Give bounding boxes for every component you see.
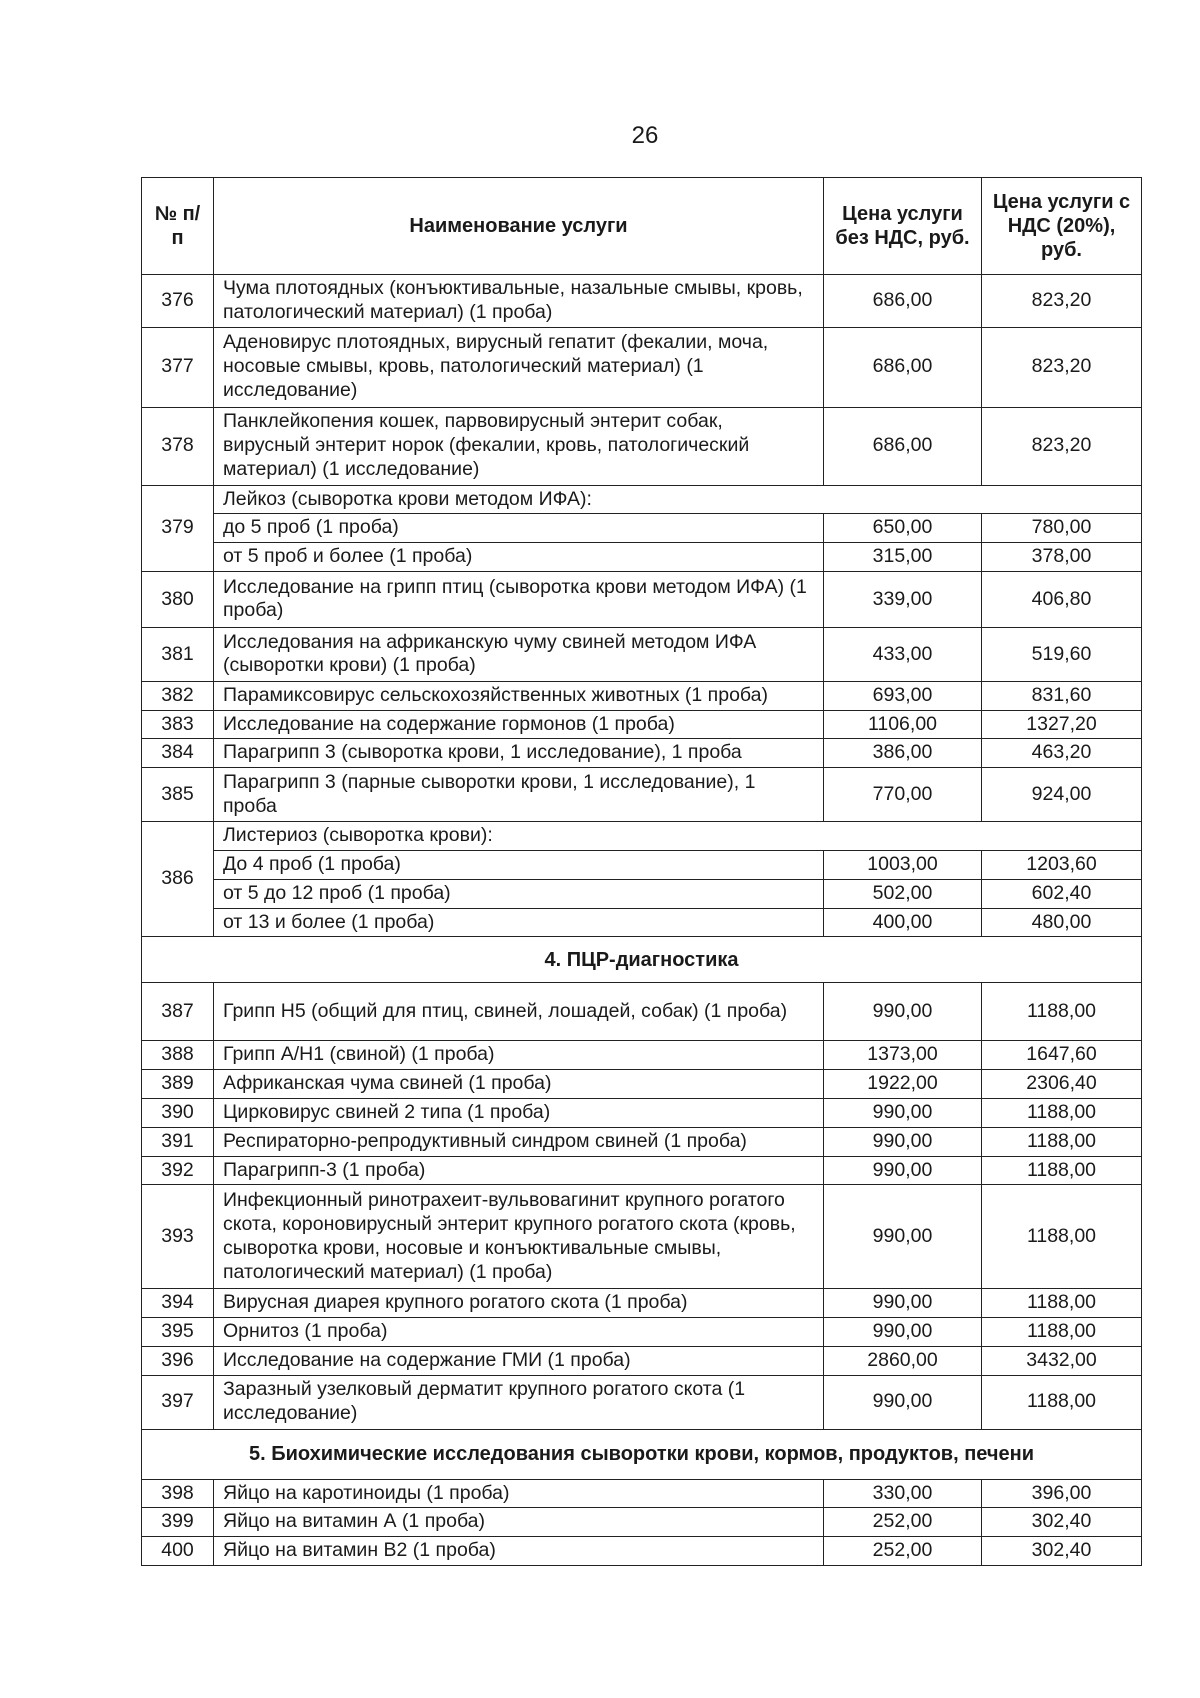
row-number: 394 [142, 1289, 214, 1318]
service-name: Исследование на содержание ГМИ (1 проба) [214, 1346, 824, 1375]
price-with-vat: 823,20 [982, 327, 1142, 407]
table-row [142, 768, 1142, 822]
price-no-vat: 1922,00 [824, 1070, 982, 1099]
price-with-vat: 1203,60 [982, 851, 1142, 880]
price-no-vat: 990,00 [824, 1127, 982, 1156]
price-no-vat: 686,00 [824, 275, 982, 328]
price-with-vat: 406,80 [982, 571, 1142, 627]
price-with-vat: 1188,00 [982, 1127, 1142, 1156]
table-row [142, 571, 1142, 627]
price-no-vat: 433,00 [824, 627, 982, 681]
table-row [142, 327, 1142, 407]
service-name: Аденовирус плотоядных, вирусный гепатит (фекалии, моча, носовые смывы, кровь, патологический материал) (1 исследование) [214, 327, 824, 407]
row-number: 391 [142, 1127, 214, 1156]
header-name: Наименование услуги [214, 178, 824, 275]
price-with-vat: 780,00 [982, 514, 1142, 543]
group-sub-row [142, 908, 1142, 937]
table-row [142, 1156, 1142, 1185]
table-row [142, 1070, 1142, 1099]
price-with-vat: 378,00 [982, 543, 1142, 572]
table-row [142, 275, 1142, 328]
service-name: До 4 проб (1 проба) [214, 851, 824, 880]
group-title: Листериоз (сыворотка крови): [214, 822, 1142, 851]
price-no-vat: 990,00 [824, 1289, 982, 1318]
price-with-vat: 1327,20 [982, 710, 1142, 739]
row-number: 392 [142, 1156, 214, 1185]
price-with-vat: 302,40 [982, 1537, 1142, 1566]
price-no-vat: 990,00 [824, 983, 982, 1041]
row-number: 390 [142, 1098, 214, 1127]
table-row [142, 1508, 1142, 1537]
price-with-vat: 463,20 [982, 739, 1142, 768]
price-no-vat: 386,00 [824, 739, 982, 768]
table-row [142, 407, 1142, 485]
group-sub-row [142, 543, 1142, 572]
price-no-vat: 252,00 [824, 1537, 982, 1566]
service-name: Цирковирус свиней 2 типа (1 проба) [214, 1098, 824, 1127]
service-name: от 5 проб и более (1 проба) [214, 543, 824, 572]
price-no-vat: 650,00 [824, 514, 982, 543]
price-no-vat: 990,00 [824, 1156, 982, 1185]
price-with-vat: 302,40 [982, 1508, 1142, 1537]
price-with-vat: 519,60 [982, 627, 1142, 681]
price-no-vat: 990,00 [824, 1318, 982, 1347]
price-no-vat: 502,00 [824, 879, 982, 908]
table-row [142, 1185, 1142, 1289]
table-row [142, 1375, 1142, 1429]
row-number: 388 [142, 1041, 214, 1070]
group-sub-row [142, 514, 1142, 543]
row-number: 386 [142, 822, 214, 937]
service-name: Исследование на содержание гормонов (1 проба) [214, 710, 824, 739]
table-row [142, 1098, 1142, 1127]
price-with-vat: 1188,00 [982, 1185, 1142, 1289]
price-no-vat: 252,00 [824, 1508, 982, 1537]
price-no-vat: 686,00 [824, 407, 982, 485]
row-number: 397 [142, 1375, 214, 1429]
group-sub-row [142, 879, 1142, 908]
price-no-vat: 339,00 [824, 571, 982, 627]
row-number: 395 [142, 1318, 214, 1347]
row-number: 376 [142, 275, 214, 328]
price-with-vat: 1188,00 [982, 1098, 1142, 1127]
table-row [142, 710, 1142, 739]
service-name: Африканская чума свиней (1 проба) [214, 1070, 824, 1099]
table-header-row [142, 178, 1142, 275]
service-name: Инфекционный ринотрахеит-вульвовагинит крупного рогатого скота, короновирусный энтерит крупного рогатого скота (кровь, сыворотка крови, носовые и конъюктивальные смывы, патологический материал) (1 проба) [214, 1185, 824, 1289]
price-with-vat: 831,60 [982, 681, 1142, 710]
service-name: до 5 проб (1 проба) [214, 514, 824, 543]
row-number: 384 [142, 739, 214, 768]
service-name: Исследования на африканскую чуму свиней методом ИФА (сыворотки крови) (1 проба) [214, 627, 824, 681]
row-number: 387 [142, 983, 214, 1041]
row-number: 379 [142, 485, 214, 571]
row-number: 377 [142, 327, 214, 407]
price-with-vat: 823,20 [982, 275, 1142, 328]
service-name: Орнитоз (1 проба) [214, 1318, 824, 1347]
service-name: Грипп Н5 (общий для птиц, свиней, лошадей, собак) (1 проба) [214, 983, 824, 1041]
service-name: Парагрипп-3 (1 проба) [214, 1156, 824, 1185]
row-number: 382 [142, 681, 214, 710]
page-number: 26 [631, 122, 659, 149]
table-row [142, 681, 1142, 710]
price-with-vat: 2306,40 [982, 1070, 1142, 1099]
price-with-vat: 1188,00 [982, 1289, 1142, 1318]
price-no-vat: 990,00 [824, 1375, 982, 1429]
row-number: 389 [142, 1070, 214, 1099]
service-name: Исследование на грипп птиц (сыворотка крови методом ИФА) (1 проба) [214, 571, 824, 627]
price-no-vat: 1003,00 [824, 851, 982, 880]
row-number: 380 [142, 571, 214, 627]
price-with-vat: 823,20 [982, 407, 1142, 485]
group-sub-row [142, 851, 1142, 880]
group-title: Лейкоз (сыворотка крови методом ИФА): [214, 485, 1142, 514]
price-with-vat: 924,00 [982, 768, 1142, 822]
price-no-vat: 990,00 [824, 1098, 982, 1127]
price-with-vat: 1188,00 [982, 1318, 1142, 1347]
header-price-no-vat: Цена услуги без НДС, руб. [824, 178, 982, 275]
table-row [142, 739, 1142, 768]
service-name: Парагрипп 3 (сыворотка крови, 1 исследование), 1 проба [214, 739, 824, 768]
service-name: Заразный узелковый дерматит крупного рогатого скота (1 исследование) [214, 1375, 824, 1429]
price-with-vat: 396,00 [982, 1479, 1142, 1508]
service-name: Панклейкопения кошек, парвовирусный энтерит собак, вирусный энтерит норок (фекалии, кровь, патологический материал) (1 исследование) [214, 407, 824, 485]
table-row [142, 1537, 1142, 1566]
service-name: Яйцо на витамин В2 (1 проба) [214, 1537, 824, 1566]
price-no-vat: 330,00 [824, 1479, 982, 1508]
section-row [142, 937, 1142, 983]
price-with-vat: 480,00 [982, 908, 1142, 937]
service-name: от 13 и более (1 проба) [214, 908, 824, 937]
price-with-vat: 3432,00 [982, 1346, 1142, 1375]
price-no-vat: 315,00 [824, 543, 982, 572]
group-title-row [142, 822, 1142, 851]
table-row [142, 983, 1142, 1041]
price-no-vat: 693,00 [824, 681, 982, 710]
table-row [142, 627, 1142, 681]
price-with-vat: 1647,60 [982, 1041, 1142, 1070]
group-title-row [142, 485, 1142, 514]
price-no-vat: 400,00 [824, 908, 982, 937]
service-name: Вирусная диарея крупного рогатого скота (1 проба) [214, 1289, 824, 1318]
row-number: 378 [142, 407, 214, 485]
price-no-vat: 686,00 [824, 327, 982, 407]
row-number: 396 [142, 1346, 214, 1375]
header-price-vat: Цена услуги с НДС (20%), руб. [982, 178, 1142, 275]
section-title: 4. ПЦР-диагностика [142, 937, 1142, 983]
row-number: 393 [142, 1185, 214, 1289]
price-with-vat: 1188,00 [982, 983, 1142, 1041]
table-row [142, 1289, 1142, 1318]
service-name: Парагрипп 3 (парные сыворотки крови, 1 исследование), 1 проба [214, 768, 824, 822]
section-title: 5. Биохимические исследования сыворотки крови, кормов, продуктов, печени [142, 1429, 1142, 1479]
row-number: 381 [142, 627, 214, 681]
row-number: 385 [142, 768, 214, 822]
row-number: 398 [142, 1479, 214, 1508]
price-no-vat: 770,00 [824, 768, 982, 822]
service-name: Чума плотоядных (конъюктивальные, назальные смывы, кровь, патологический материал) (1 проба) [214, 275, 824, 328]
row-number: 383 [142, 710, 214, 739]
service-name: от 5 до 12 проб (1 проба) [214, 879, 824, 908]
section-row [142, 1429, 1142, 1479]
row-number: 400 [142, 1537, 214, 1566]
price-no-vat: 990,00 [824, 1185, 982, 1289]
service-name: Грипп А/Н1 (свиной) (1 проба) [214, 1041, 824, 1070]
price-no-vat: 1106,00 [824, 710, 982, 739]
price-with-vat: 602,40 [982, 879, 1142, 908]
table-row [142, 1479, 1142, 1508]
table-row [142, 1318, 1142, 1347]
service-name: Яйцо на витамин А (1 проба) [214, 1508, 824, 1537]
price-table [141, 177, 1142, 1566]
price-with-vat: 1188,00 [982, 1156, 1142, 1185]
price-no-vat: 2860,00 [824, 1346, 982, 1375]
table-row [142, 1127, 1142, 1156]
service-name: Яйцо на каротиноиды (1 проба) [214, 1479, 824, 1508]
row-number: 399 [142, 1508, 214, 1537]
table-row [142, 1041, 1142, 1070]
price-no-vat: 1373,00 [824, 1041, 982, 1070]
price-with-vat: 1188,00 [982, 1375, 1142, 1429]
service-name: Респираторно-репродуктивный синдром свиней (1 проба) [214, 1127, 824, 1156]
service-name: Парамиксовирус сельскохозяйственных животных (1 проба) [214, 681, 824, 710]
table-row [142, 1346, 1142, 1375]
header-num: № п/п [142, 178, 214, 275]
